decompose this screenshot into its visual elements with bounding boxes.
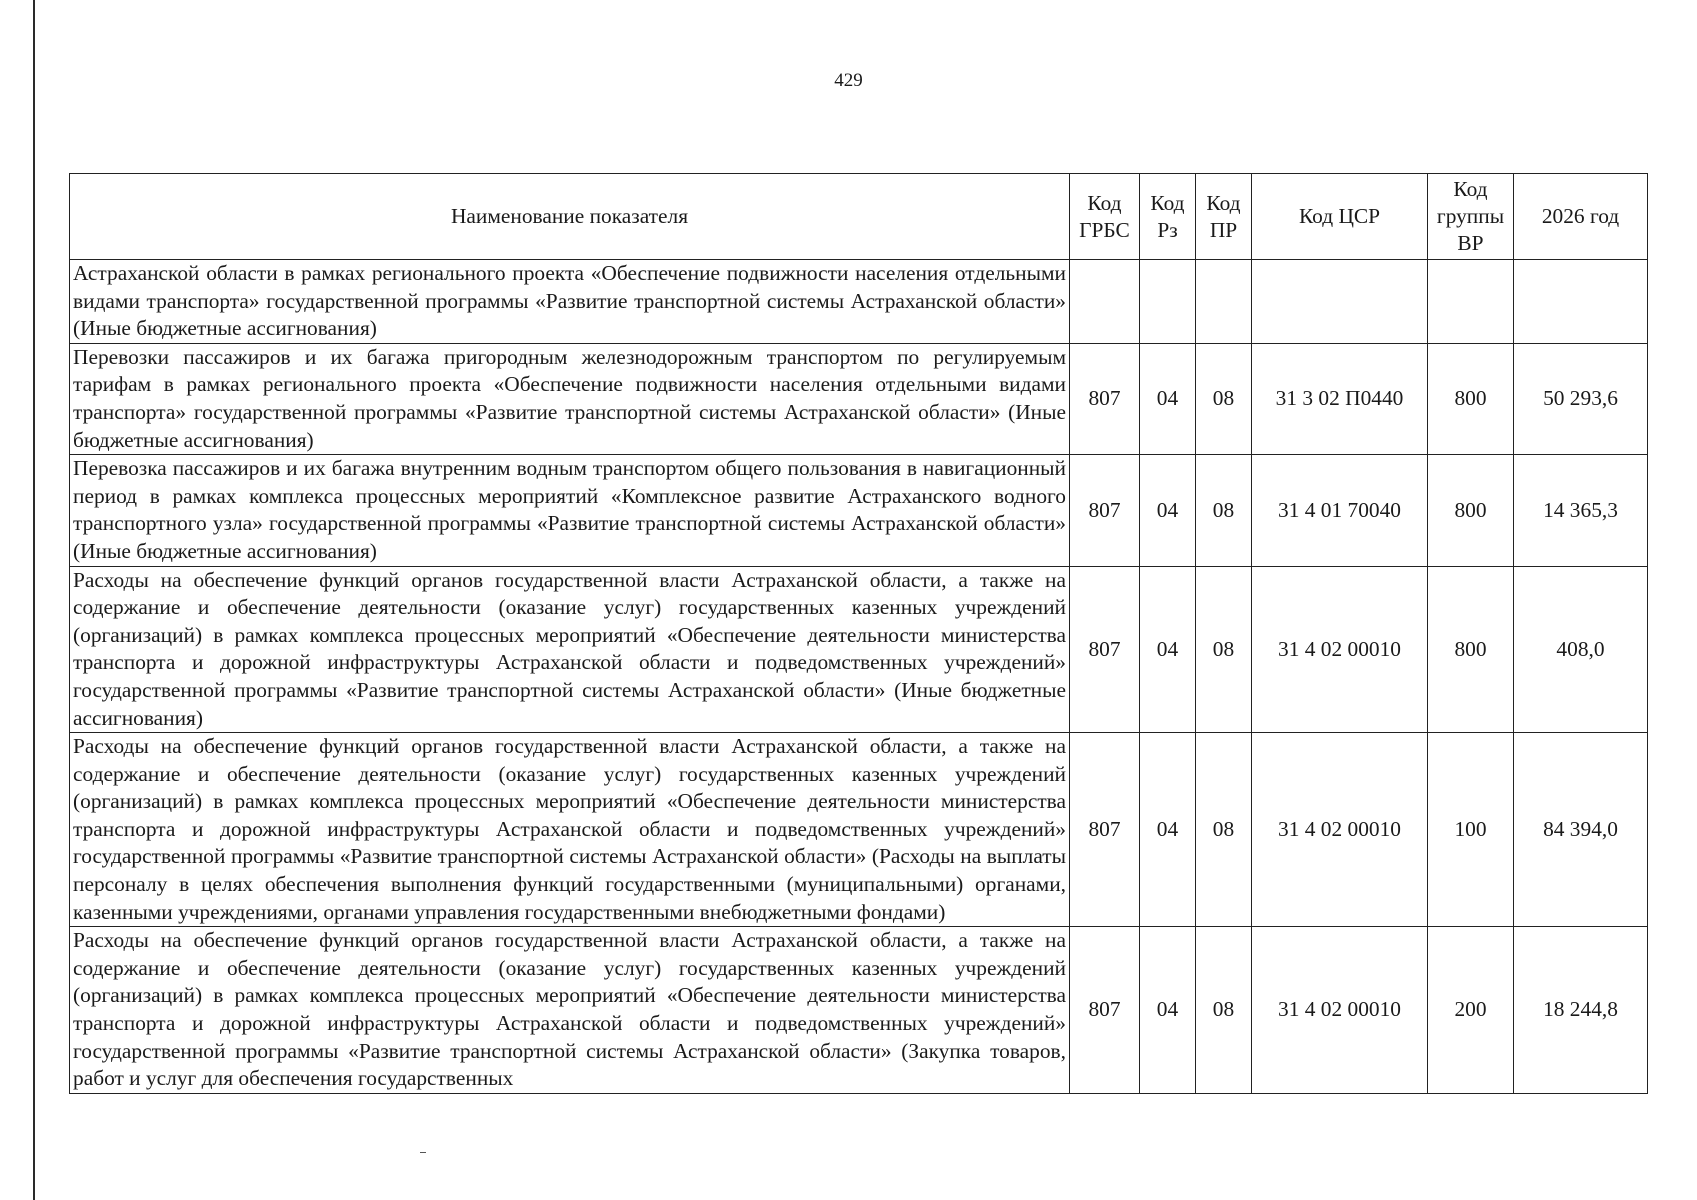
row-rz: 04 <box>1140 733 1196 927</box>
header-csr: Код ЦСР <box>1252 174 1428 260</box>
row-pr: 08 <box>1196 343 1252 454</box>
row-csr: 31 4 01 70040 <box>1252 455 1428 566</box>
row-name: Расходы на обеспечение функций органов государственной власти Астраханской области, а также на содержание и обеспечение деятельности (оказание услуг) государственных казенных учреждений (организаций) в рамках комплекса процессных мероприятий «Обеспечение деятельности министерства транспорта и дорожной инфраструктуры Астраханской области и подведомственных учреждений» государственной программы «Развитие транспортной системы Астраханской области» (Иные бюджетные ассигнования) <box>70 566 1070 733</box>
row-amount <box>1514 260 1648 344</box>
row-grbs: 807 <box>1070 566 1140 733</box>
row-rz: 04 <box>1140 343 1196 454</box>
row-vr: 800 <box>1428 455 1514 566</box>
row-vr <box>1428 260 1514 344</box>
row-grbs: 807 <box>1070 927 1140 1094</box>
row-rz: 04 <box>1140 927 1196 1094</box>
table-row <box>70 260 1648 344</box>
row-pr: 08 <box>1196 927 1252 1094</box>
header-name: Наименование показателя <box>70 174 1070 260</box>
table-row <box>70 566 1648 733</box>
header-vr: Код группы ВР <box>1428 174 1514 260</box>
row-csr: 31 3 02 П0440 <box>1252 343 1428 454</box>
header-pr: Код ПР <box>1196 174 1252 260</box>
table-header-row <box>70 174 1648 260</box>
row-name: Перевозка пассажиров и их багажа внутренним водным транспортом общего пользования в навигационный период в рамках комплекса процессных мероприятий «Комплексное развитие Астраханского водного транспортного узла» государственной программы «Развитие транспортной системы Астраханской области» (Иные бюджетные ассигнования) <box>70 455 1070 566</box>
row-amount: 408,0 <box>1514 566 1648 733</box>
header-year: 2026 год <box>1514 174 1648 260</box>
budget-table <box>69 173 1648 1094</box>
row-pr: 08 <box>1196 733 1252 927</box>
table-row <box>70 733 1648 927</box>
row-amount: 84 394,0 <box>1514 733 1648 927</box>
header-grbs: Код ГРБС <box>1070 174 1140 260</box>
row-name: Расходы на обеспечение функций органов государственной власти Астраханской области, а также на содержание и обеспечение деятельности (оказание услуг) государственных казенных учреждений (организаций) в рамках комплекса процессных мероприятий «Обеспечение деятельности министерства транспорта и дорожной инфраструктуры Астраханской области и подведомственных учреждений» государственной программы «Развитие транспортной системы Астраханской области» (Закупка товаров, работ и услуг для обеспечения государственных <box>70 927 1070 1094</box>
row-name: Расходы на обеспечение функций органов государственной власти Астраханской области, а также на содержание и обеспечение деятельности (оказание услуг) государственных казенных учреждений (организаций) в рамках комплекса процессных мероприятий «Обеспечение деятельности министерства транспорта и дорожной инфраструктуры Астраханской области и подведомственных учреждений» государственной программы «Развитие транспортной системы Астраханской области» (Расходы на выплаты персоналу в целях обеспечения выполнения функций государственными (муниципальными) органами, казенными учреждениями, органами управления государственными внебюджетными фондами) <box>70 733 1070 927</box>
row-amount: 18 244,8 <box>1514 927 1648 1094</box>
row-vr: 800 <box>1428 566 1514 733</box>
scan-artifact-mark <box>420 1152 426 1153</box>
row-rz <box>1140 260 1196 344</box>
row-csr <box>1252 260 1428 344</box>
row-pr: 08 <box>1196 566 1252 733</box>
table-row <box>70 927 1648 1094</box>
row-amount: 50 293,6 <box>1514 343 1648 454</box>
row-grbs: 807 <box>1070 733 1140 927</box>
row-name: Астраханской области в рамках регионального проекта «Обеспечение подвижности населения отдельными видами транспорта» государственной программы «Развитие транспортной системы Астраханской области» (Иные бюджетные ассигнования) <box>70 260 1070 344</box>
binding-edge-line <box>33 0 35 1200</box>
page-number: 429 <box>834 70 863 91</box>
row-rz: 04 <box>1140 455 1196 566</box>
row-pr: 08 <box>1196 455 1252 566</box>
row-vr: 100 <box>1428 733 1514 927</box>
row-vr: 200 <box>1428 927 1514 1094</box>
row-grbs <box>1070 260 1140 344</box>
row-name: Перевозки пассажиров и их багажа пригородным железнодорожным транспортом по регулируемым тарифам в рамках регионального проекта «Обеспечение подвижности населения отдельными видами транспорта» государственной программы «Развитие транспортной системы Астраханской области» (Иные бюджетные ассигнования) <box>70 343 1070 454</box>
row-csr: 31 4 02 00010 <box>1252 927 1428 1094</box>
row-csr: 31 4 02 00010 <box>1252 733 1428 927</box>
table-row <box>70 455 1648 566</box>
row-vr: 800 <box>1428 343 1514 454</box>
row-rz: 04 <box>1140 566 1196 733</box>
row-csr: 31 4 02 00010 <box>1252 566 1428 733</box>
row-grbs: 807 <box>1070 455 1140 566</box>
row-pr <box>1196 260 1252 344</box>
row-grbs: 807 <box>1070 343 1140 454</box>
table-row <box>70 343 1648 454</box>
row-amount: 14 365,3 <box>1514 455 1648 566</box>
header-rz: Код Рз <box>1140 174 1196 260</box>
